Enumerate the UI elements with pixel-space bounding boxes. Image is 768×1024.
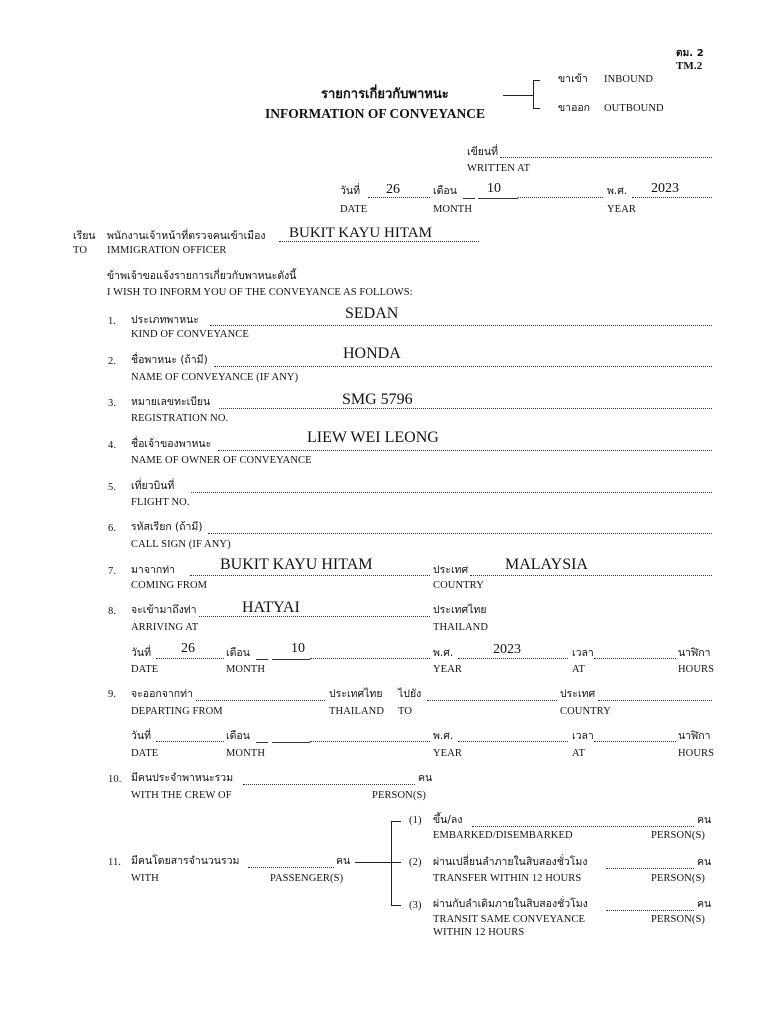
departure-month-label-th: เดือน	[226, 730, 250, 742]
registration-label-th: หมายเลขทะเบียน	[131, 396, 211, 408]
embarked-unit-th: คน	[697, 814, 712, 826]
kind-label-en: KIND OF CONVEYANCE	[131, 329, 249, 340]
month-label-th: เดือน	[433, 185, 457, 197]
transfer-label-th: ผ่านเปลี่ยนลำภายในสิบสองชั่วโมง	[433, 856, 588, 868]
inbound-label-en: INBOUND	[604, 74, 654, 85]
passengers-field[interactable]	[248, 867, 334, 868]
passengers-label-th: มีคนโดยสารจำนวนรวม	[131, 855, 240, 867]
item-number: 6.	[108, 523, 117, 534]
arrival-time-field[interactable]	[594, 658, 676, 659]
bracket-line	[391, 905, 401, 906]
arrival-year-value: 2023	[493, 642, 521, 657]
departing-country-en: COUNTRY	[560, 706, 611, 717]
departure-time-field[interactable]	[594, 741, 676, 742]
bracket-line	[533, 80, 534, 109]
form-code-en: TM.2	[676, 60, 703, 72]
owner-label-th: ชื่อเจ้าของพาหนะ	[131, 438, 212, 450]
name-label-th: ชื่อพาหนะ (ถ้ามี)	[131, 354, 208, 366]
year-label-en: YEAR	[607, 204, 636, 215]
arrival-month-underline	[272, 659, 310, 660]
bracket-line	[391, 821, 401, 822]
departure-month-field[interactable]	[310, 741, 430, 742]
departure-date-label-en: DATE	[131, 748, 159, 759]
transfer-unit-th: คน	[697, 856, 712, 868]
to-label-en: TO	[73, 245, 88, 256]
passengers-unit-en: PASSENGER(S)	[270, 873, 344, 884]
departure-year-label-en: YEAR	[433, 748, 462, 759]
officer-label-th: พนักงานเจ้าหน้าที่ตรวจคนเข้าเมือง	[107, 230, 266, 242]
flight-field[interactable]	[191, 492, 712, 493]
kind-field[interactable]	[210, 325, 712, 326]
arriving-country-en: THAILAND	[433, 622, 489, 633]
date-year-field[interactable]	[632, 197, 712, 198]
coming-value: BUKIT KAYU HITAM	[220, 556, 373, 573]
passengers-unit-th: คน	[336, 855, 351, 867]
date-day-field[interactable]	[368, 197, 430, 198]
departure-month-dash	[256, 742, 268, 743]
bracket-line	[391, 862, 401, 863]
outbound-label-th: ขาออก	[558, 102, 591, 114]
arrival-month-value: 10	[291, 641, 305, 656]
written-at-label-th: เขียนที่	[467, 146, 499, 158]
to-label-th: เรียน	[73, 230, 96, 242]
arrival-date-label-en: DATE	[131, 664, 159, 675]
passengers-label-en: WITH	[131, 873, 159, 884]
arriving-country-th: ประเทศไทย	[433, 604, 487, 616]
embarked-field[interactable]	[472, 826, 694, 827]
item-number: 10.	[108, 774, 122, 785]
written-at-label-en: WRITTEN AT	[467, 163, 531, 174]
item-number: 8.	[108, 606, 117, 617]
kind-label-th: ประเภทพาหนะ	[131, 314, 199, 326]
transit-field[interactable]	[606, 910, 694, 911]
arrival-month-dash	[256, 659, 268, 660]
sub-item-number: (1)	[409, 815, 422, 826]
departure-month-label-en: MONTH	[226, 748, 265, 759]
departure-hours-label-th: นาฬิกา	[678, 730, 711, 742]
embarked-label-en: EMBARKED/DISEMBARKED	[433, 830, 573, 841]
outbound-label-en: OUTBOUND	[604, 103, 664, 114]
date-label-en: DATE	[340, 204, 368, 215]
name-field[interactable]	[214, 366, 712, 367]
transit-unit-en: PERSON(S)	[651, 914, 705, 925]
title-th: รายการเกี่ยวกับพาหนะ	[321, 87, 449, 102]
title-en: INFORMATION OF CONVEYANCE	[265, 106, 486, 121]
item-number: 7.	[108, 566, 117, 577]
owner-value: LIEW WEI LEONG	[307, 429, 439, 446]
callsign-label-th: รหัสเรียก (ถ้ามี)	[131, 521, 203, 533]
transfer-label-en: TRANSFER WITHIN 12 HOURS	[433, 873, 582, 884]
arriving-label-en: ARRIVING AT	[131, 622, 199, 633]
embarked-unit-en: PERSON(S)	[651, 830, 705, 841]
departure-time-label-th: เวลา	[572, 730, 594, 742]
coming-label-en: COMING FROM	[131, 580, 208, 591]
registration-field[interactable]	[219, 408, 712, 409]
owner-field[interactable]	[218, 450, 712, 451]
departure-date-label-th: วันที่	[131, 730, 151, 742]
arrival-time-label-th: เวลา	[572, 647, 594, 659]
departing-thailand-th: ประเทศไทย	[329, 688, 383, 700]
arriving-label-th: จะเข้ามาถึงท่า	[131, 604, 197, 616]
transfer-unit-en: PERSON(S)	[651, 873, 705, 884]
arrival-month-label-th: เดือน	[226, 647, 250, 659]
arrival-hours-label-th: นาฬิกา	[678, 647, 711, 659]
year-label-th: พ.ศ.	[607, 185, 628, 197]
arrival-year-field[interactable]	[458, 658, 568, 659]
flight-label-th: เที่ยวบินที่	[131, 480, 175, 492]
officer-field[interactable]	[279, 241, 479, 242]
item-number: 4.	[108, 440, 117, 451]
item-number: 5.	[108, 482, 117, 493]
item-number: 2.	[108, 356, 117, 367]
flight-label-en: FLIGHT NO.	[131, 497, 190, 508]
departure-year-field[interactable]	[458, 741, 568, 742]
name-label-en: NAME OF CONVEYANCE (IF ANY)	[131, 372, 299, 383]
departure-time-label-en: AT	[572, 748, 586, 759]
date-day-value: 26	[386, 182, 400, 197]
transfer-field[interactable]	[606, 868, 694, 869]
departure-day-field[interactable]	[156, 741, 224, 742]
departing-thailand-en: THAILAND	[329, 706, 385, 717]
crew-unit-en: PERSON(S)	[372, 790, 426, 801]
date-label-th: วันที่	[340, 185, 360, 197]
crew-label-th: มีคนประจำพาหนะรวม	[131, 772, 234, 784]
departing-to-field[interactable]	[427, 700, 557, 701]
month-dash	[463, 198, 475, 199]
departure-hours-label-en: HOURS	[678, 748, 715, 759]
month-label-en: MONTH	[433, 204, 472, 215]
owner-label-en: NAME OF OWNER OF CONVEYANCE	[131, 455, 312, 466]
registration-label-en: REGISTRATION NO.	[131, 413, 229, 424]
arrival-hours-label-en: HOURS	[678, 664, 715, 675]
item-number: 3.	[108, 398, 117, 409]
officer-value: BUKIT KAYU HITAM	[289, 225, 432, 241]
arrival-month-field[interactable]	[310, 658, 430, 659]
crew-unit-th: คน	[418, 772, 433, 784]
crew-field[interactable]	[243, 784, 415, 785]
arrival-day-value: 26	[181, 641, 195, 656]
arrival-day-field[interactable]	[156, 658, 224, 659]
intro-en: I WISH TO INFORM YOU OF THE CONVEYANCE AS FOLLOWS:	[107, 287, 413, 298]
coming-field[interactable]	[190, 575, 430, 576]
month-underline	[478, 198, 518, 199]
callsign-field[interactable]	[208, 533, 712, 534]
transit-label-th: ผ่านกับลำเดิมภายในสิบสองชั่วโมง	[433, 898, 588, 910]
item-number: 9.	[108, 689, 117, 700]
departing-label-en: DEPARTING FROM	[131, 706, 223, 717]
arrival-date-label-th: วันที่	[131, 647, 151, 659]
bracket-line	[533, 108, 540, 109]
coming-country-field[interactable]	[470, 575, 712, 576]
departing-country-th: ประเทศ	[560, 688, 596, 700]
sub-item-number: (2)	[409, 857, 422, 868]
item-number: 1.	[108, 316, 117, 327]
bracket-line	[391, 821, 392, 906]
date-year-value: 2023	[651, 181, 679, 196]
intro-th: ข้าพเจ้าขอแจ้งรายการเกี่ยวกับพาหนะดังนี้	[107, 270, 297, 282]
departing-label-th: จะออกจากท่า	[131, 688, 193, 700]
bracket-line	[355, 862, 392, 863]
transit-label-en: TRANSIT SAME CONVEYANCE	[433, 914, 586, 925]
kind-value: SEDAN	[345, 305, 399, 322]
callsign-label-en: CALL SIGN (IF ANY)	[131, 539, 231, 550]
coming-country-label-en: COUNTRY	[433, 580, 484, 591]
coming-country-label-th: ประเทศ	[433, 564, 469, 576]
name-value: HONDA	[343, 345, 401, 362]
crew-label-en: WITH THE CREW OF	[131, 790, 232, 801]
officer-label-en: IMMIGRATION OFFICER	[107, 245, 227, 256]
arrival-month-label-en: MONTH	[226, 664, 265, 675]
arrival-year-label-th: พ.ศ.	[433, 647, 454, 659]
inbound-label-th: ขาเข้า	[558, 73, 588, 85]
bracket-line	[503, 95, 534, 96]
departing-field[interactable]	[196, 700, 325, 701]
written-at-field[interactable]	[500, 157, 712, 158]
departing-to-th: ไปยัง	[398, 688, 422, 700]
transit-label-en-2: WITHIN 12 HOURS	[433, 927, 525, 938]
departure-month-underline	[272, 742, 310, 743]
coming-country-value: MALAYSIA	[505, 556, 588, 573]
registration-value: SMG 5796	[342, 391, 413, 408]
transit-unit-th: คน	[697, 898, 712, 910]
departure-year-label-th: พ.ศ.	[433, 730, 454, 742]
date-month-field[interactable]	[518, 197, 603, 198]
form-code-th: ตม. 2	[676, 48, 704, 59]
arriving-field[interactable]	[199, 616, 430, 617]
bracket-line	[533, 80, 540, 81]
arrival-time-label-en: AT	[572, 664, 586, 675]
departing-to-en: TO	[398, 706, 413, 717]
arrival-year-label-en: YEAR	[433, 664, 462, 675]
coming-label-th: มาจากท่า	[131, 564, 176, 576]
embarked-label-th: ขึ้น/ลง	[433, 814, 463, 826]
sub-item-number: (3)	[409, 900, 422, 911]
date-month-value: 10	[487, 181, 501, 196]
arriving-value: HATYAI	[242, 599, 300, 616]
item-number: 11.	[108, 857, 122, 868]
departing-country-field[interactable]	[598, 700, 712, 701]
